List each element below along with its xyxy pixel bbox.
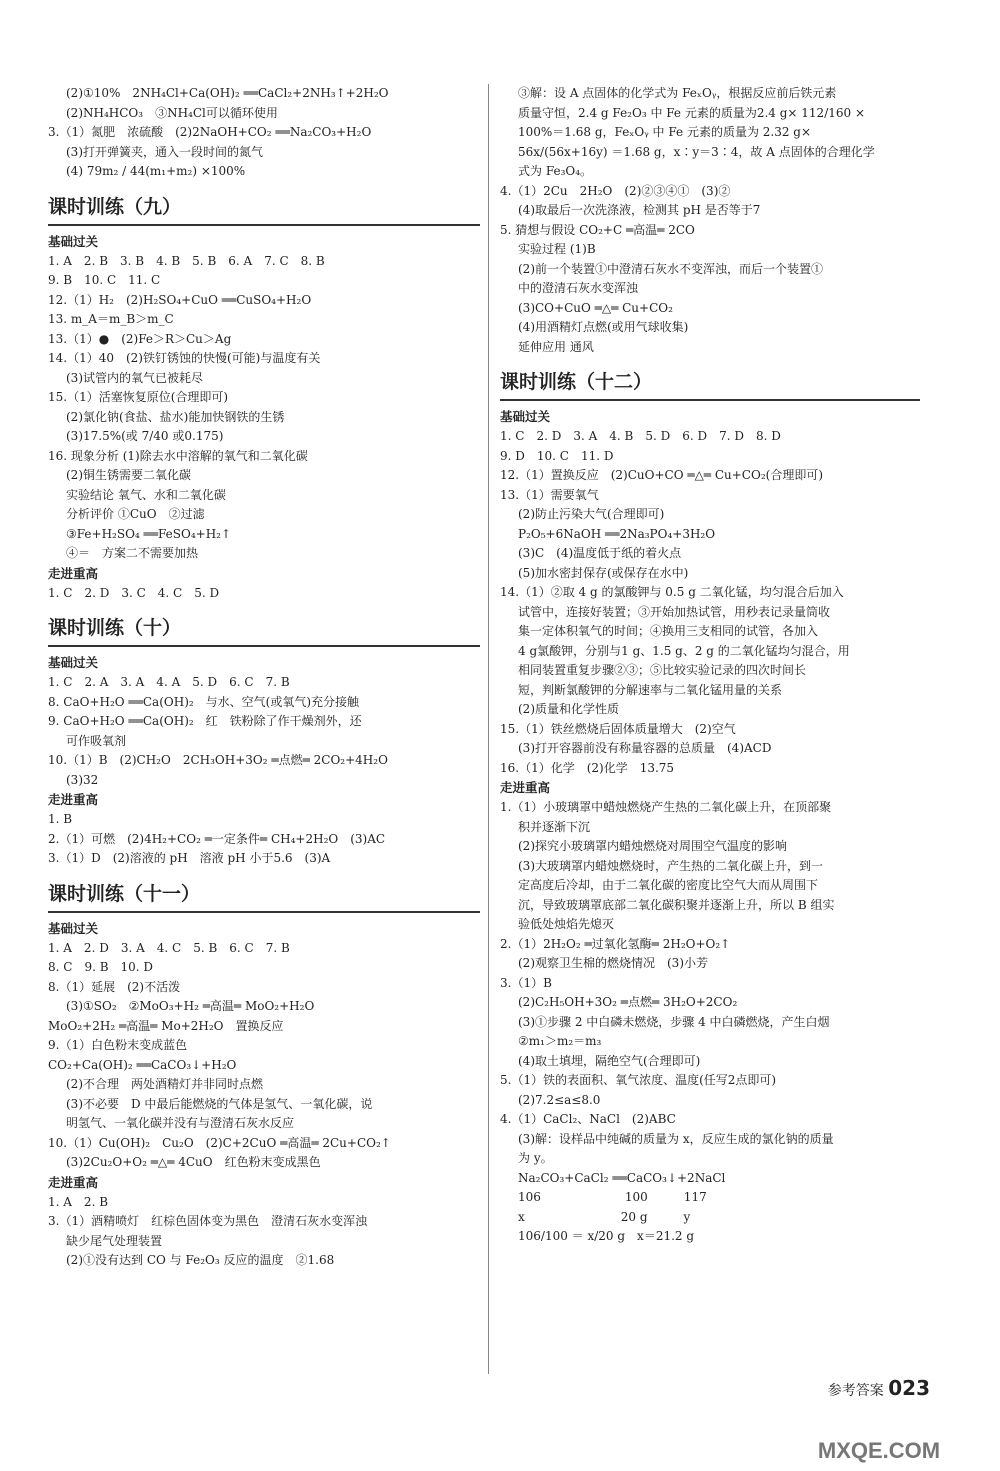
answer-line: (3)①步骤 2 中白磷未燃烧，步骤 4 中白磷燃烧，产生白烟	[518, 1014, 830, 1029]
answer-line: (2)NH₄HCO₃ ③NH₄Cl可以循环使用	[66, 105, 278, 120]
answer-line: 106/100 ＝ x/20 g x＝21.2 g	[518, 1229, 695, 1243]
answer-line: 8. C 9. B 10. D	[48, 960, 154, 974]
answer-line: ②m₁＞m₂＝m₃	[518, 1034, 602, 1048]
answer-line: 分析评价 ①CuO ②过滤	[66, 507, 205, 521]
answer-line: 5.（1）铁的表面积、氧气浓度、温度(任写2点即可)	[500, 1073, 777, 1087]
answer-line: 12.（1）置换反应 (2)CuO+CO ═△═ Cu+CO₂(合理即可)	[500, 468, 824, 482]
answer-line: (2)①没有达到 CO 与 Fe₂O₃ 反应的温度 ②1.68	[66, 1253, 335, 1267]
subsection-label: 走进重高	[48, 565, 99, 581]
answer-line: (3)CO+CuO ═△═ Cu+CO₂	[518, 300, 673, 315]
answer-line: 3.（1）氮肥 浓硫酸 (2)2NaOH+CO₂ ══Na₂CO₃+H₂O	[48, 125, 372, 139]
footer-label: 参考答案	[827, 1383, 884, 1399]
answer-line: (4)取最后一次洗涤液，检测其 pH 是否等于7	[518, 203, 761, 217]
answer-line: 1. A 2. B 3. B 4. B 5. B 6. A 7. C 8. B	[48, 253, 325, 268]
answer-line: 13.（1）需要氧气	[500, 487, 599, 502]
answer-line: 9.（1）白色粉末变成蓝色	[48, 1038, 188, 1052]
answer-line: 10.（1）B (2)CH₂O 2CH₃OH+3O₂ ═点燃═ 2CO₂+4H₂O	[48, 753, 388, 767]
answer-line: 14.（1）40 (2)铁钉锈蚀的快慢(可能)与温度有关	[48, 351, 321, 365]
answer-line: 沉，导致玻璃罩底部二氧化碳积聚并逐渐上升，所以 B 组实	[518, 897, 835, 912]
left-column	[48, 84, 480, 1374]
answer-line: 15.（1）活塞恢复原位(合理即可)	[48, 390, 229, 404]
answer-line: 中的澄清石灰水变浑浊	[518, 281, 639, 295]
subsection-label: 基础过关	[500, 409, 551, 424]
answer-line: CO₂+Ca(OH)₂ ══CaCO₃↓+H₂O	[48, 1057, 237, 1072]
answer-line: (2)氯化钠(食盐、盐水)能加快钢铁的生锈	[66, 409, 285, 424]
answer-line: 短，判断氯酸钾的分解速率与二氧化锰用量的关系	[518, 682, 783, 697]
answer-line: (2)前一个装置①中澄清石灰水不变浑浊，而后一个装置①	[518, 261, 824, 276]
answer-line: P₂O₅+6NaOH ══2Na₃PO₄+3H₂O	[518, 526, 716, 541]
answer-line: 8.（1）延展 (2)不活泼	[48, 979, 181, 994]
subsection-label: 基础过关	[48, 233, 99, 249]
answer-line: 5. 猜想与假设 CO₂+C ═高温═ 2CO	[500, 222, 695, 237]
answer-line: (2)不合理 两处酒精灯并非同时点燃	[66, 1077, 263, 1091]
answer-line: 4 g氯酸钾，分别与1 g、1.5 g、2 g 的二氧化锰均匀混合，用	[518, 643, 850, 658]
answer-line: x 20 g y	[518, 1209, 691, 1224]
subsection-label: 基础过关	[48, 920, 99, 936]
answer-line: 16. 现象分析 (1)除去水中溶解的氧气和二氧化碳	[48, 448, 308, 463]
answer-line: (4) 79m₂ / 44(m₁+m₂) ×100%	[66, 164, 246, 178]
answer-line: 15.（1）铁丝燃烧后固体质量增大 (2)空气	[500, 721, 736, 736]
watermark-bottom-text: MXQE.COM	[817, 1438, 941, 1463]
answer-line: (2)铜生锈需要二氧化碳	[66, 468, 191, 482]
answer-line: 1.（1）小玻璃罩中蜡烛燃烧产生热的二氧化碳上升，在顶部聚	[500, 800, 832, 814]
subsection-label: 走进重高	[48, 792, 99, 807]
answer-line: 4.（1）2Cu 2H₂O (2)②③④① (3)②	[500, 183, 731, 198]
answer-line: (3)大玻璃罩内蜡烛燃烧时，产生热的二氧化碳上升，到一	[518, 858, 824, 873]
answer-line: 实验过程 (1)B	[518, 242, 596, 256]
answer-line: 验低处烛焰先熄灭	[518, 917, 615, 931]
answer-line: 10.（1）Cu(OH)₂ Cu₂O (2)C+2CuO ═高温═ 2Cu+CO₂↑	[48, 1135, 391, 1150]
answer-line: 式为 Fe₃O₄。	[518, 164, 593, 178]
answer-line: 4.（1）CaCl₂、NaCl (2)ABC	[500, 1112, 676, 1126]
answer-line: 3.（1）B	[500, 975, 552, 990]
answer-line: (2)①10% 2NH₄Cl+Ca(OH)₂ ══CaCl₂+2NH₃↑+2H₂O	[66, 86, 389, 100]
answer-line: (2)质量和化学性质	[518, 702, 619, 716]
answer-line: 1. B	[48, 812, 73, 826]
answer-line: 56x/(56x+16y) ＝1.68 g，x∶y＝3∶4，故 A 点固体的合理化学	[518, 144, 875, 159]
answer-line: (2)7.2≤a≤8.0	[518, 1092, 601, 1107]
answer-line: 延伸应用 通风	[518, 339, 594, 354]
answer-line: (5)加水密封保存(或保存在水中)	[518, 565, 689, 580]
answer-line: 相同装置重复步骤②③；⑤比较实验记录的四次时间长	[518, 663, 807, 677]
answer-line: (3)打开容器前没有称量容器的总质量 (4)ACD	[518, 741, 772, 755]
answer-line: 8. CaO+H₂O ══Ca(OH)₂ 与水、空气(或氧气)充分接触	[48, 694, 360, 709]
answer-line: 14.（1）②取 4 g 的氯酸钾与 0.5 g 二氧化锰，均匀混合后加入	[500, 585, 844, 599]
answer-line: 质量守恒，2.4 g Fe₂O₃ 中 Fe 元素的质量为2.4 g× 112/160 ×	[518, 105, 866, 120]
section-heading: 课时训练（十）	[48, 615, 480, 647]
answer-line: ③Fe+H₂SO₄ ══FeSO₄+H₂↑	[66, 526, 232, 541]
answer-line: 试管中，连接好装置；③开始加热试管，用秒表记录量筒收	[518, 604, 831, 619]
column-divider	[488, 84, 489, 1374]
answer-line: (2)观察卫生棉的燃烧情况 (3)小芳	[518, 956, 708, 970]
answer-line: (2)防止污染大气(合理即可)	[518, 507, 665, 521]
answer-line: (3)C (4)温度低于纸的着火点	[518, 546, 682, 560]
answer-line: 9. CaO+H₂O ══Ca(OH)₂ 红 铁粉除了作干燥剂外，还	[48, 714, 362, 728]
answer-line: (2)C₂H₅OH+3O₂ ═点燃═ 3H₂O+2CO₂	[518, 995, 738, 1009]
answer-line: 13.（1）● (2)Fe＞R＞Cu＞Ag	[48, 331, 232, 346]
answer-line: (3)试管内的氧气已被耗尽	[66, 370, 203, 385]
subsection-label: 走进重高	[500, 780, 551, 795]
page-number: 023	[888, 1376, 930, 1400]
subsection-label: 基础过关	[48, 655, 99, 670]
subsection-label: 走进重高	[48, 1174, 99, 1190]
section-heading: 课时训练（九）	[48, 194, 480, 226]
answer-line: (3)解：设样品中纯碱的质量为 x，反应生成的氯化钠的质量	[518, 1131, 834, 1146]
answer-line: 3.（1）酒精喷灯 红棕色固体变为黑色 澄清石灰水变浑浊	[48, 1214, 368, 1228]
answer-line: 12.（1）H₂ (2)H₂SO₄+CuO ══CuSO₄+H₂O	[48, 292, 312, 307]
answer-line: 2.（1）可燃 (2)4H₂+CO₂ ═一定条件═ CH₄+2H₂O (3)AC	[48, 831, 386, 846]
answer-line: 9. B 10. C 11. C	[48, 273, 161, 287]
answer-line: 缺少尾气处理装置	[66, 1233, 163, 1248]
answer-line: 实验结论 氧气、水和二氧化碳	[66, 487, 226, 502]
section-heading: 课时训练（十二）	[500, 369, 920, 401]
answer-line: 9. D 10. C 11. D	[500, 448, 614, 463]
answer-line: 定高度后冷却，由于二氧化碳的密度比空气大而从周围下	[518, 878, 819, 892]
watermark-logo	[774, 1380, 984, 1465]
answer-line: 1. C 2. D 3. C 4. C 5. D	[48, 585, 220, 600]
answer-line: (3)32	[66, 772, 99, 787]
section-heading: 课时训练（十一）	[48, 881, 480, 913]
answer-line: MoO₂+2H₂ ═高温═ Mo+2H₂O 置换反应	[48, 1018, 284, 1033]
answer-line: 106 100 117	[518, 1190, 707, 1204]
answer-line: 13. m_A＝m_B＞m_C	[48, 312, 174, 326]
answer-line: 2.（1）2H₂O₂ ═过氧化氢酶═ 2H₂O+O₂↑	[500, 936, 731, 951]
answer-line: ③解：设 A 点固体的化学式为 FeₓOᵧ，根据反应前后铁元素	[518, 86, 837, 100]
answer-line: 100%＝1.68 g，FeₓOᵧ 中 Fe 元素的质量为 2.32 g×	[518, 125, 812, 139]
answer-line: 1. C 2. D 3. A 4. B 5. D 6. D 7. D 8. D	[500, 429, 781, 443]
answer-line: (3)2Cu₂O+O₂ ═△═ 4CuO 红色粉末变成黑色	[66, 1155, 321, 1169]
answer-line: ④＝ 方案二不需要加热	[66, 546, 199, 560]
answer-line: (3)①SO₂ ②MoO₃+H₂ ═高温═ MoO₂+H₂O	[66, 999, 315, 1013]
answer-line: (4)取土填埋，隔绝空气(合理即可)	[518, 1053, 701, 1068]
answer-line: 积并逐渐下沉	[518, 819, 591, 834]
answer-line: 1. A 2. D 3. A 4. C 5. B 6. C 7. B	[48, 940, 290, 955]
answer-line: 为 y。	[518, 1151, 553, 1165]
answer-line: 明氢气、一氧化碳并没有与澄清石灰水反应	[66, 1116, 295, 1130]
answer-line: 3.（1）D (2)溶液的 pH 溶液 pH 小于5.6 (3)A	[48, 851, 331, 865]
answer-line: Na₂CO₃+CaCl₂ ══CaCO₃↓+2NaCl	[518, 1170, 726, 1185]
answer-line: (3)打开弹簧夹，通入一段时间的氮气	[66, 144, 263, 159]
answer-line: (4)用酒精灯点燃(或用气球收集)	[518, 320, 689, 334]
answer-line: 1. C 2. A 3. A 4. A 5. D 6. C 7. B	[48, 675, 290, 689]
answer-line: (2)探究小玻璃罩内蜡烛燃烧对周围空气温度的影响	[518, 839, 787, 853]
answer-line: (3)不必要 D 中最后能燃烧的气体是氢气、一氧化碳，说	[66, 1096, 373, 1111]
answer-line: 16.（1）化学 (2)化学 13.75	[500, 760, 675, 775]
answer-line: 集一定体积氧气的时间；④换用三支相同的试管，各加入	[518, 624, 819, 638]
answer-line: 1. A 2. B	[48, 1194, 109, 1209]
answer-line: 可作吸氧剂	[66, 733, 127, 748]
right-column	[500, 84, 920, 1374]
answer-line: (3)17.5%(或 7/40 或0.175)	[66, 429, 224, 443]
